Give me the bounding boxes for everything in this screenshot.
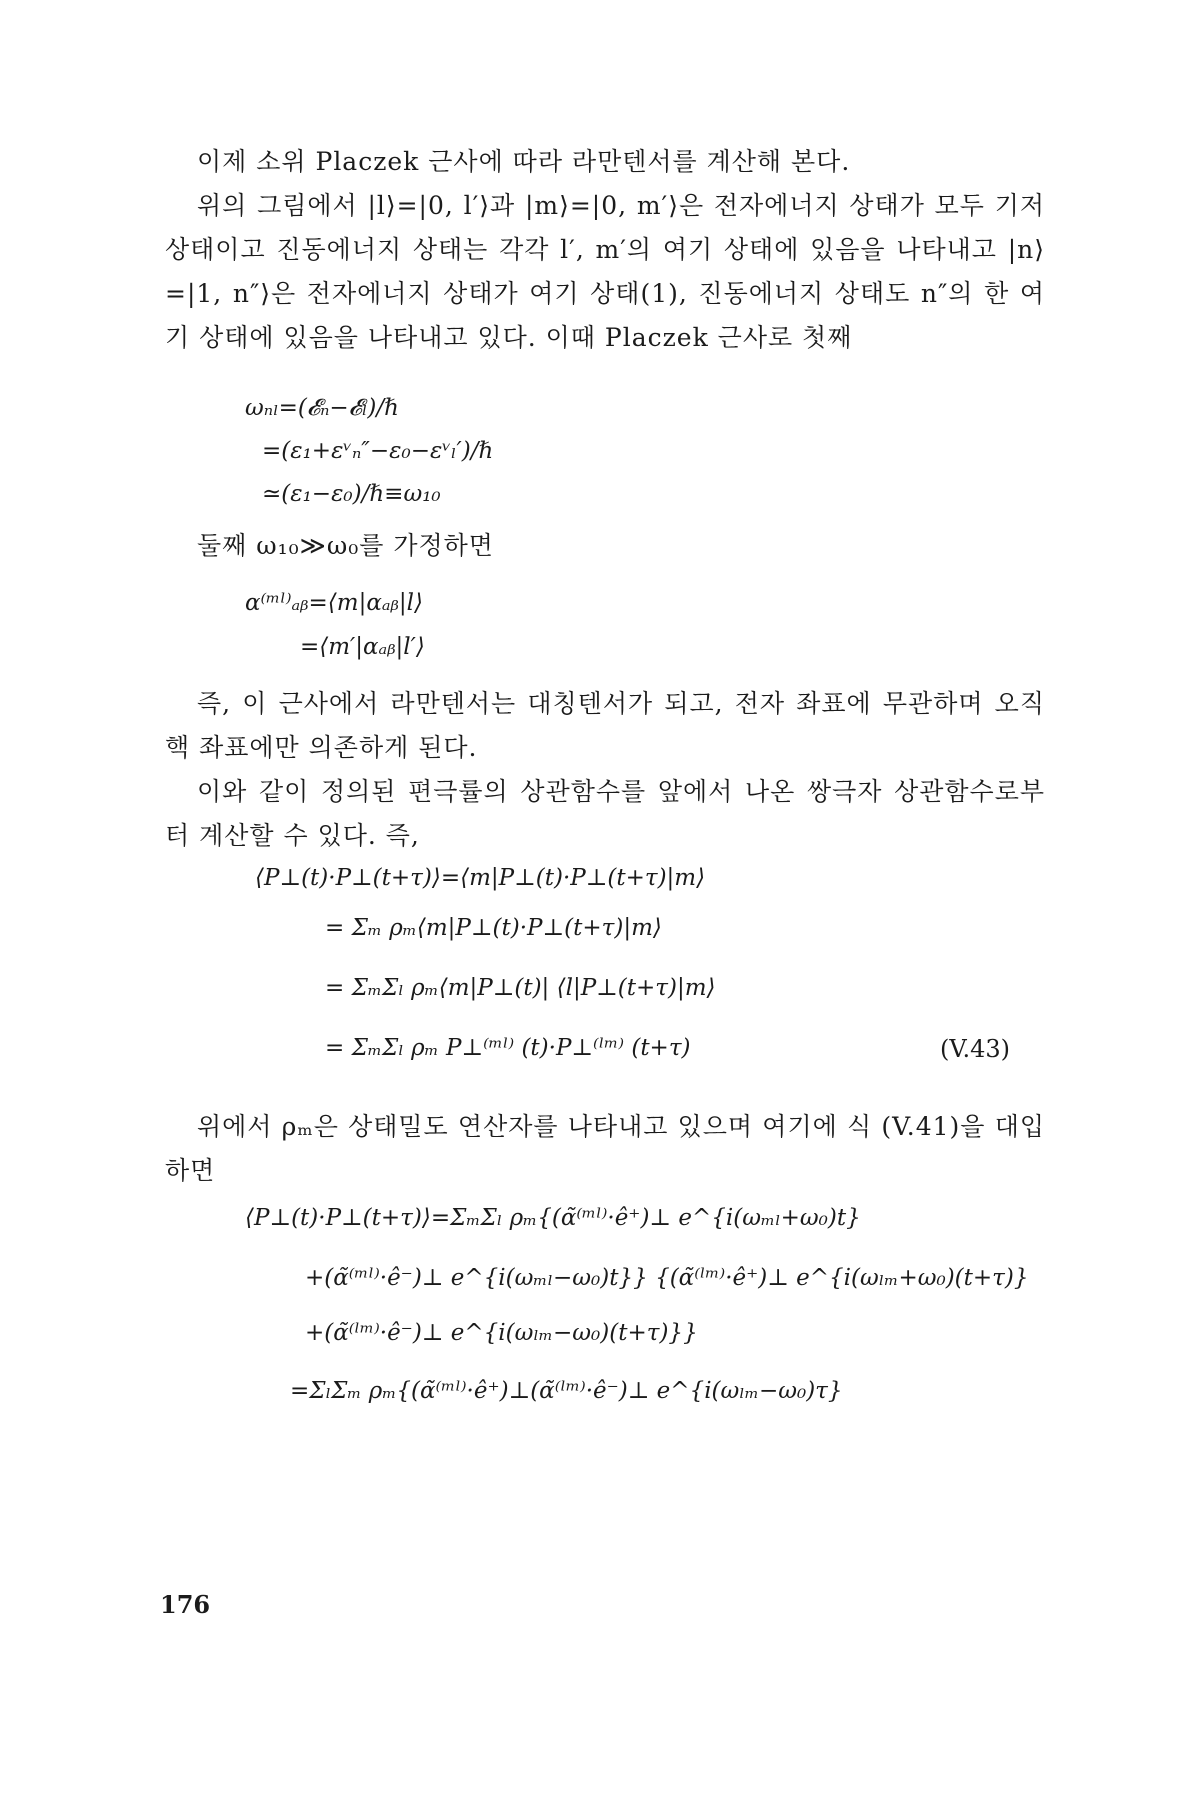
equation-correlation-3: = ΣₘΣₗ ρₘ⟨m|P⊥(t)| ⟨l|P⊥(t+τ)|m⟩ — [325, 975, 716, 1001]
equation-omega-nl: ωₙₗ=(𝓔ₙ−𝓔ₗ)/ℏ — [245, 395, 399, 421]
paragraph-raman-tensor: 즉, 이 근사에서 라만텐서는 대칭텐서가 되고, 전자 좌표에 무관하며 오직 핵 좌표에만 의존하게 된다. — [165, 689, 1045, 762]
page-number: 176 — [160, 1590, 211, 1619]
equation-omega-approx: ≃(ε₁−ε₀)/ℏ≡ω₁₀ — [262, 481, 441, 507]
equation-label-v43: (V.43) — [940, 1035, 1011, 1063]
equation-alpha-ml: α⁽ᵐˡ⁾ₐᵦ=⟨m|αₐᵦ|l⟩ — [245, 590, 423, 616]
equation-expansion-3: +(α̃⁽ˡᵐ⁾·ê⁻)⊥ e^{i(ωₗₘ−ω₀)(t+τ)}} — [305, 1320, 698, 1346]
equation-correlation-4: = ΣₘΣₗ ρₘ P⊥⁽ᵐˡ⁾ (t)·P⊥⁽ˡᵐ⁾ (t+τ) — [325, 1035, 691, 1061]
paragraph-intro: 이제 소위 Placzek 근사에 따라 라만텐서를 계산해 본다. — [197, 147, 851, 176]
paragraph-density-operator: 위에서 ρₘ은 상태밀도 연산자를 나타내고 있으며 여기에 식 (V.41)을 대입하면 — [165, 1112, 1045, 1185]
paragraph-state-description: 위의 그림에서 |l⟩=|0, l′⟩과 |m⟩=|0, m′⟩은 전자에너지 상태가 모두 기저 상태이고 진동에너지 상태는 각각 l′, m′의 여기 상태에 있음을 나타내고 |n⟩=|1, n″⟩은 전자에너지 상태가 여기 상태(1), 진동에너지 상태도 n″의 한 여기 상태에 있음을 나타내고 있다. 이때 Placzek 근사로 첫째 — [165, 191, 1045, 352]
paragraph-second-assumption: 둘째 ω₁₀≫ω₀를 가정하면 — [197, 531, 494, 560]
equation-expansion-4: =ΣₗΣₘ ρₘ{(α̃⁽ᵐˡ⁾·ê⁺)⊥(α̃⁽ˡᵐ⁾·ê⁻)⊥ e^{i(ωₗₘ−ω₀)τ} — [290, 1378, 843, 1404]
equation-expansion-2: +(α̃⁽ᵐˡ⁾·ê⁻)⊥ e^{i(ωₘₗ−ω₀)t}} {(α̃⁽ˡᵐ⁾·ê⁺)⊥ e^{i(ωₗₘ+ω₀)(t+τ)} — [305, 1265, 1029, 1291]
paragraph-correlation: 이와 같이 정의된 편극률의 상관함수를 앞에서 나온 쌍극자 상관함수로부터 계산할 수 있다. 즉, — [165, 777, 1045, 850]
equation-correlation-1: ⟨P⊥(t)·P⊥(t+τ)⟩=⟨m|P⊥(t)·P⊥(t+τ)|m⟩ — [255, 865, 706, 891]
equation-correlation-2: = Σₘ ρₘ⟨m|P⊥(t)·P⊥(t+τ)|m⟩ — [325, 915, 662, 941]
equation-expansion-1: ⟨P⊥(t)·P⊥(t+τ)⟩=ΣₘΣₗ ρₘ{(α̃⁽ᵐˡ⁾·ê⁺)⊥ e^{i(ωₘₗ+ω₀)t} — [245, 1205, 861, 1231]
equation-alpha-primed: =⟨m′|αₐᵦ|l′⟩ — [300, 634, 425, 660]
equation-omega-epsilon: =(ε₁+εᵛₙ″−ε₀−εᵛₗ′)/ℏ — [262, 438, 494, 464]
